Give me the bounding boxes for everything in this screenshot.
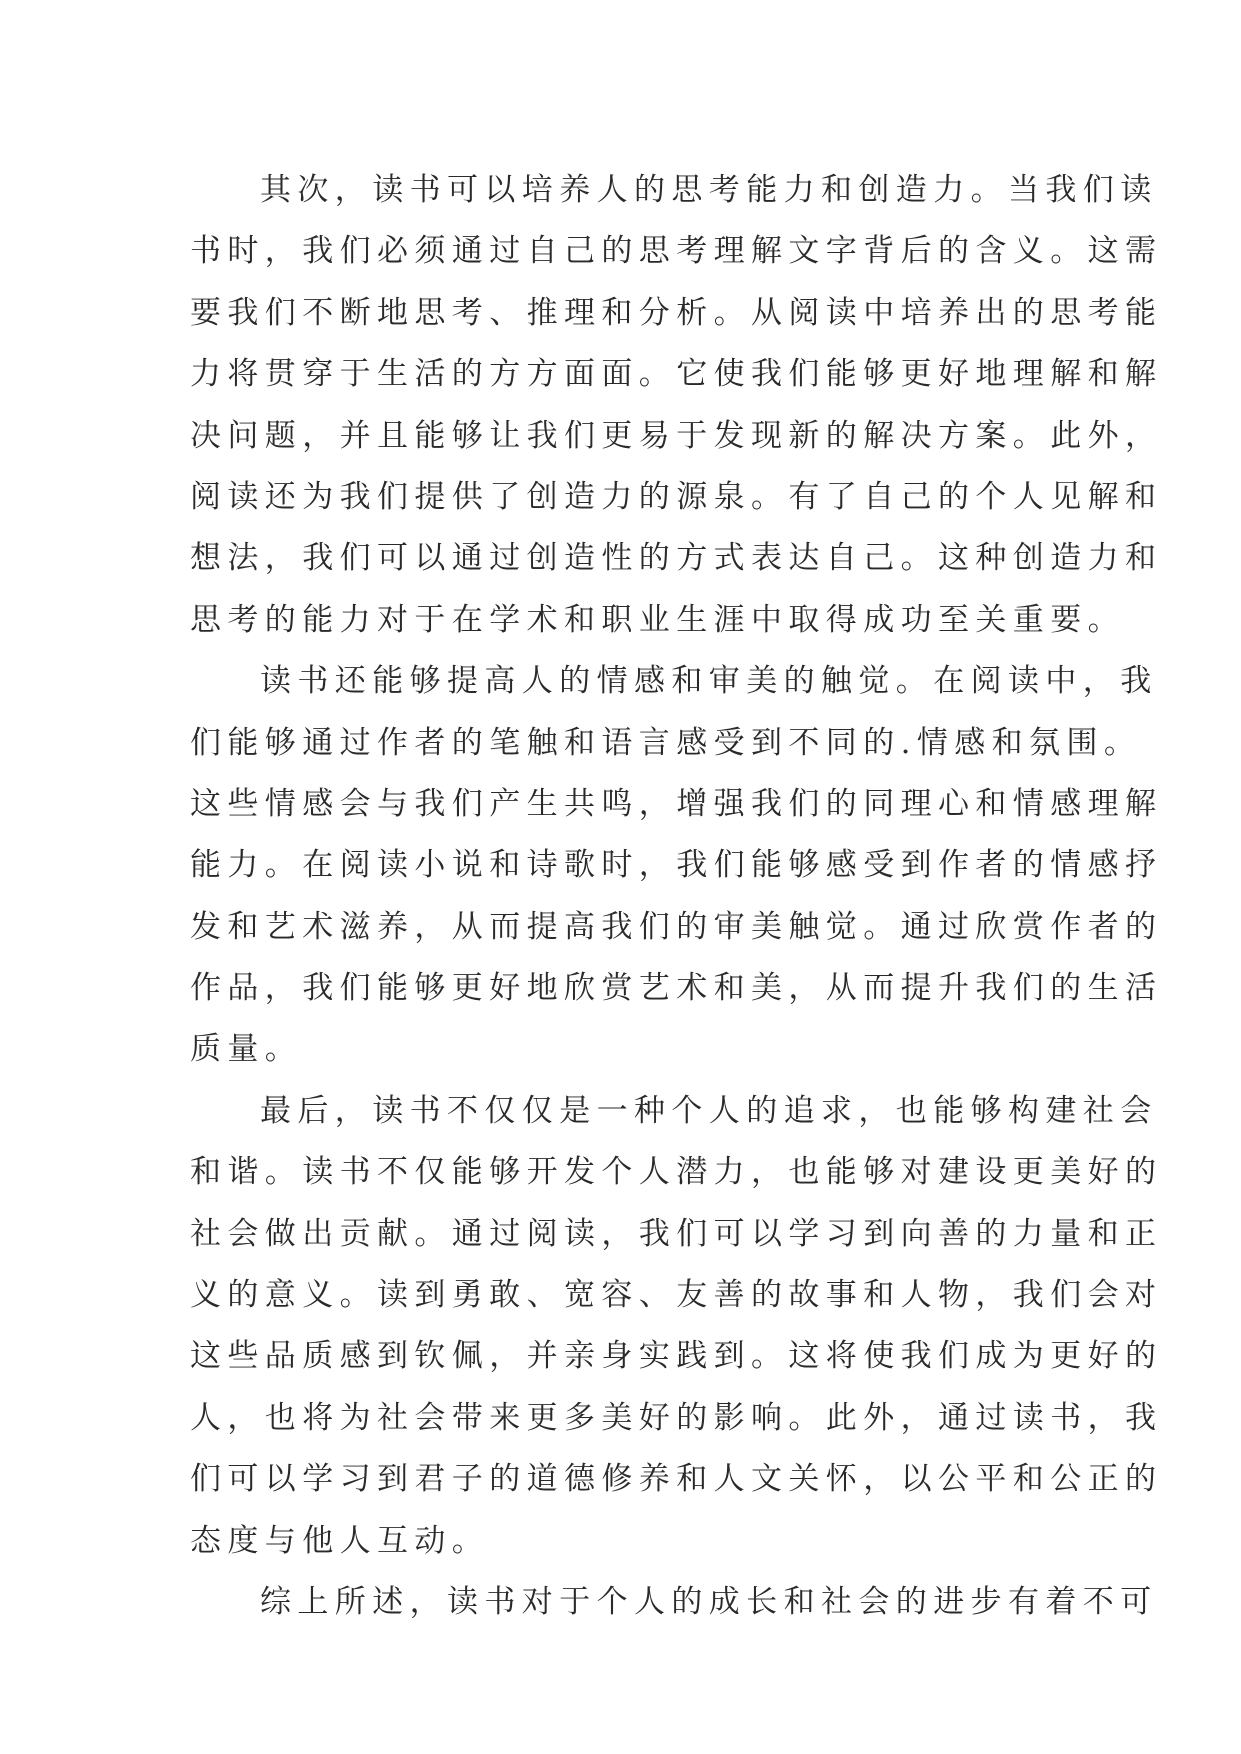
text-line: 们能够通过作者的笔触和语言感受到不同的.情感和氛围。 [190,724,1142,761]
document-page [190,160,1163,1633]
text-line: 想法，我们可以通过创造性的方式表达自己。这种创造力和 [190,540,1163,577]
text-line: 力将贯穿于生活的方方面面。它使我们能够更好地理解和解 [190,356,1163,393]
text-line: 决问题，并且能够让我们更易于发现新的解决方案。此外， [190,417,1163,454]
text-line: 阅读还为我们提供了创造力的源泉。有了自己的个人见解和 [190,478,1163,515]
text-line: 读书还能够提高人的情感和审美的触觉。在阅读中，我 [260,663,1158,700]
text-line: 和谐。读书不仅能够开发个人潜力，也能够对建设更美好的 [190,1154,1163,1191]
text-line: 质量。 [190,1031,303,1068]
text-line: 这些情感会与我们产生共鸣，增强我们的同理心和情感理解 [190,785,1163,822]
text-line: 这些品质感到钦佩，并亲身实践到。这将使我们成为更好的 [190,1338,1163,1375]
text-line: 发和艺术滋养，从而提高我们的审美触觉。通过欣赏作者的 [190,908,1163,945]
text-line: 作品，我们能够更好地欣赏艺术和美，从而提升我们的生活 [190,970,1163,1007]
text-line: 义的意义。读到勇敢、宽容、友善的故事和人物，我们会对 [190,1277,1163,1314]
text-line: 能力。在阅读小说和诗歌时，我们能够感受到作者的情感抒 [190,847,1163,884]
text-line: 综上所述，读书对于个人的成长和社会的进步有着不可 [260,1583,1158,1620]
text-line: 们可以学习到君子的道德修养和人文关怀，以公平和公正的 [190,1461,1163,1498]
text-line: 最后，读书不仅仅是一种个人的追求，也能够构建社会 [260,1092,1158,1129]
text-line: 人，也将为社会带来更多美好的影响。此外，通过读书，我 [190,1399,1163,1436]
text-line: 思考的能力对于在学术和职业生涯中取得成功至关重要。 [190,601,1125,638]
text-line: 态度与他人互动。 [190,1522,490,1559]
text-line: 其次，读书可以培养人的思考能力和创造力。当我们读 [260,172,1158,208]
text-line: 书时，我们必须通过自己的思考理解文字背后的含义。这需 [190,233,1163,270]
text-line: 社会做出贡献。通过阅读，我们可以学习到向善的力量和正 [190,1215,1163,1252]
text-line: 要我们不断地思考、推理和分析。从阅读中培养出的思考能 [190,294,1163,331]
